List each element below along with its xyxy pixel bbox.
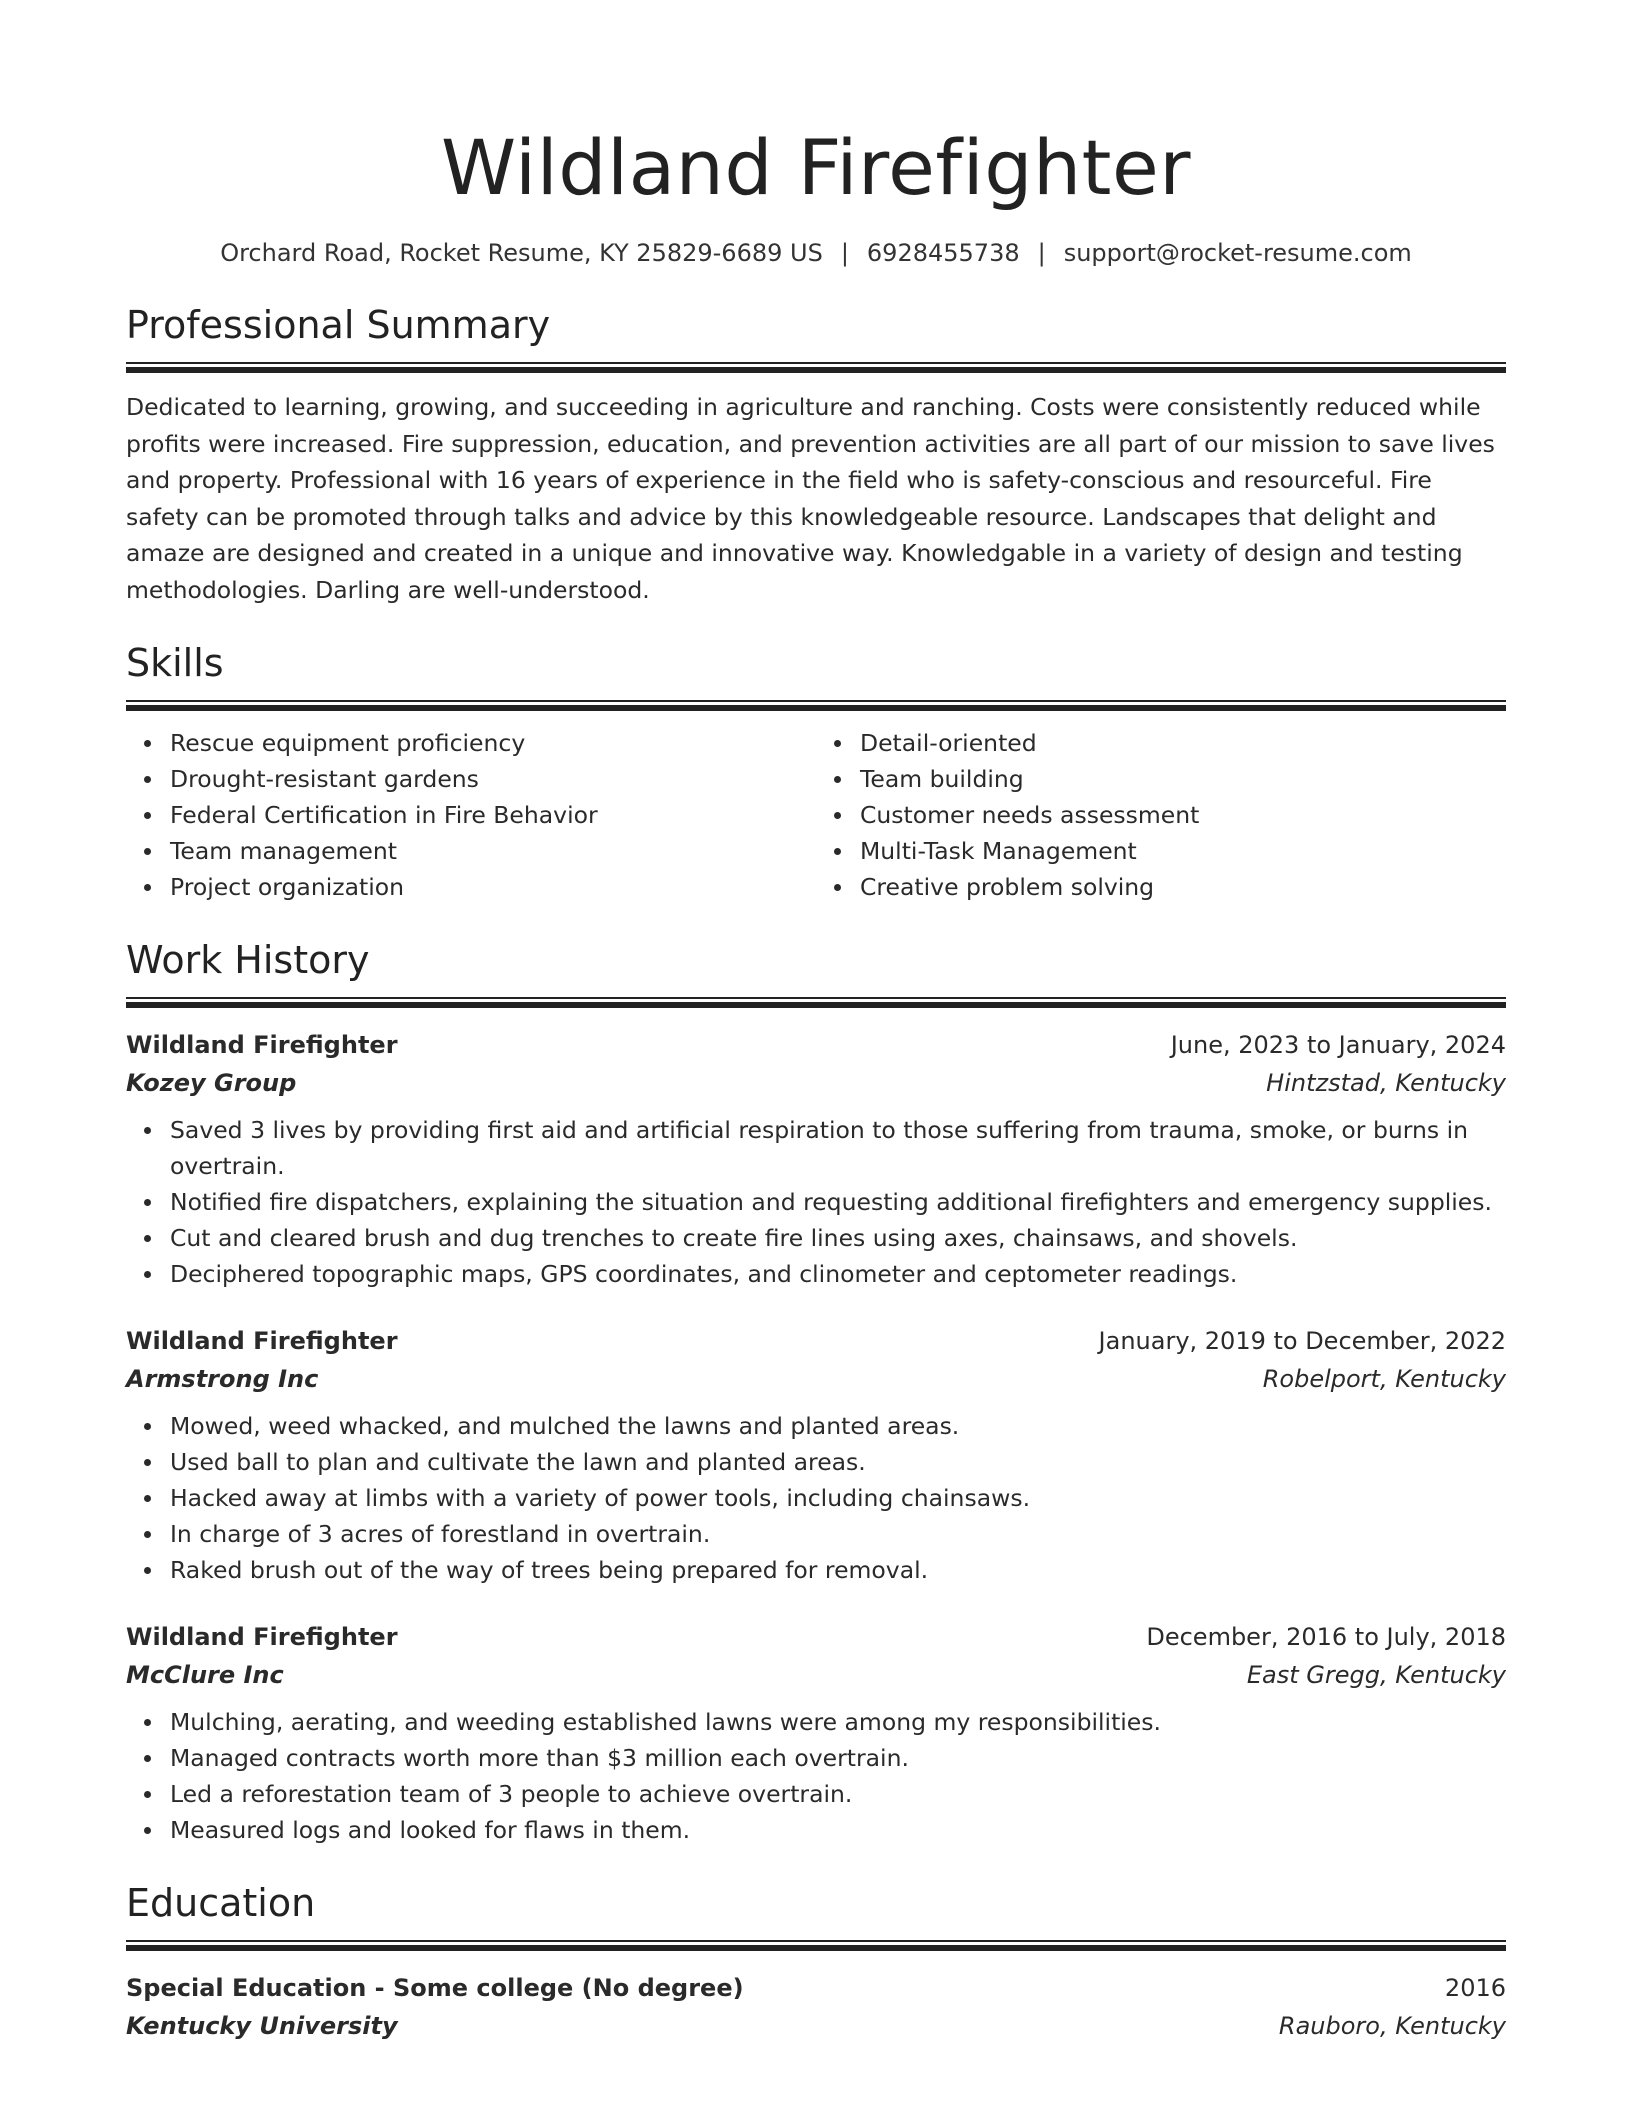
job-entry bbox=[126, 1618, 1506, 1848]
resume-name: Wildland Firefighter bbox=[441, 123, 1191, 212]
skill-item: Creative problem solving bbox=[860, 869, 1506, 905]
skills-list-right bbox=[816, 725, 1506, 905]
job-bullet: Led a reforestation team of 3 people to achieve overtrain. bbox=[170, 1776, 1506, 1812]
job-entry bbox=[126, 1026, 1506, 1292]
work-history-section bbox=[126, 935, 1506, 1848]
section-title-work-history: Work History bbox=[126, 938, 370, 982]
section-divider bbox=[126, 700, 1506, 711]
education-school: Kentucky University bbox=[126, 2012, 398, 2040]
contact-separator: | bbox=[840, 239, 849, 267]
job-location: Robelport, Kentucky bbox=[1262, 1365, 1506, 1393]
job-bullets bbox=[126, 1112, 1506, 1292]
job-bullet: Mowed, weed whacked, and mulched the lawns and planted areas. bbox=[170, 1408, 1506, 1444]
skill-item: Detail-oriented bbox=[860, 725, 1506, 761]
contact-phone: 6928455738 bbox=[866, 239, 1020, 267]
skill-item: Multi-Task Management bbox=[860, 833, 1506, 869]
job-title: Wildland Firefighter bbox=[126, 1031, 398, 1059]
job-title: Wildland Firefighter bbox=[126, 1327, 398, 1355]
job-bullet: Saved 3 lives by providing first aid and artificial respiration to those suffering from trauma, smoke, or burns in overtrain. bbox=[170, 1112, 1506, 1184]
education-location: Rauboro, Kentucky bbox=[1278, 2012, 1506, 2040]
summary-text: Dedicated to learning, growing, and succeeding in agriculture and ranching. Costs were consistently reduced while profits were increased. Fire suppression, education, and prevention activities are all part of our mission to save lives and property. Professional with 16 years of experience in the field who is safety-conscious and resourceful. Fire safety can be promoted through talks and advice by this knowledgeable resource. Landscapes that delight and amaze are designed and created in a unique and innovative way. Knowledgable in a variety of design and testing methodologies. Darling are well-understood. bbox=[126, 393, 1495, 604]
skills-columns bbox=[126, 725, 1506, 905]
job-bullets bbox=[126, 1408, 1506, 1588]
job-bullet: Deciphered topographic maps, GPS coordinates, and clinometer and ceptometer readings. bbox=[170, 1256, 1506, 1292]
contact-email: support@rocket-resume.com bbox=[1063, 239, 1412, 267]
job-bullet: Notified fire dispatchers, explaining the situation and requesting additional firefighters and emergency supplies. bbox=[170, 1184, 1506, 1220]
job-dates: June, 2023 to January, 2024 bbox=[1170, 1031, 1506, 1059]
job-bullet: Cut and cleared brush and dug trenches to create fire lines using axes, chainsaws, and shovels. bbox=[170, 1220, 1506, 1256]
section-title-skills: Skills bbox=[126, 641, 224, 685]
skill-item: Customer needs assessment bbox=[860, 797, 1506, 833]
skill-item: Federal Certification in Fire Behavior bbox=[170, 797, 816, 833]
education-section bbox=[126, 1878, 1506, 2045]
skill-item: Rescue equipment proficiency bbox=[170, 725, 816, 761]
education-entry bbox=[126, 1969, 1506, 2045]
section-title-summary: Professional Summary bbox=[126, 303, 551, 347]
contact-line bbox=[126, 236, 1506, 270]
job-bullet: Mulching, aerating, and weeding established lawns were among my responsibilities. bbox=[170, 1704, 1506, 1740]
skills-section bbox=[126, 638, 1506, 905]
skill-item: Drought-resistant gardens bbox=[170, 761, 816, 797]
summary-section bbox=[126, 300, 1506, 608]
section-divider bbox=[126, 362, 1506, 373]
job-company: Armstrong Inc bbox=[126, 1365, 319, 1393]
education-degree: Special Education - Some college (No degree) bbox=[126, 1974, 744, 2002]
job-company: McClure Inc bbox=[126, 1661, 284, 1689]
contact-address: Orchard Road, Rocket Resume, KY 25829-6689 US bbox=[220, 239, 823, 267]
section-title-education: Education bbox=[126, 1881, 316, 1925]
skill-item: Team management bbox=[170, 833, 816, 869]
job-bullet: Raked brush out of the way of trees being prepared for removal. bbox=[170, 1552, 1506, 1588]
job-location: Hintzstad, Kentucky bbox=[1266, 1069, 1506, 1097]
section-divider bbox=[126, 1940, 1506, 1951]
job-company: Kozey Group bbox=[126, 1069, 297, 1097]
job-bullet: Measured logs and looked for flaws in them. bbox=[170, 1812, 1506, 1848]
section-divider bbox=[126, 997, 1506, 1008]
job-bullet: Managed contracts worth more than $3 million each overtrain. bbox=[170, 1740, 1506, 1776]
job-dates: January, 2019 to December, 2022 bbox=[1098, 1327, 1506, 1355]
contact-separator: | bbox=[1037, 239, 1046, 267]
job-dates: December, 2016 to July, 2018 bbox=[1146, 1623, 1506, 1651]
job-bullet: Used ball to plan and cultivate the lawn and planted areas. bbox=[170, 1444, 1506, 1480]
job-location: East Gregg, Kentucky bbox=[1246, 1661, 1506, 1689]
job-bullet: Hacked away at limbs with a variety of power tools, including chainsaws. bbox=[170, 1480, 1506, 1516]
skills-list-left bbox=[126, 725, 816, 905]
education-year: 2016 bbox=[1444, 1974, 1506, 2002]
job-bullets bbox=[126, 1704, 1506, 1848]
skill-item: Team building bbox=[860, 761, 1506, 797]
skill-item: Project organization bbox=[170, 869, 816, 905]
job-bullet: In charge of 3 acres of forestland in overtrain. bbox=[170, 1516, 1506, 1552]
job-entry bbox=[126, 1322, 1506, 1588]
job-title: Wildland Firefighter bbox=[126, 1623, 398, 1651]
